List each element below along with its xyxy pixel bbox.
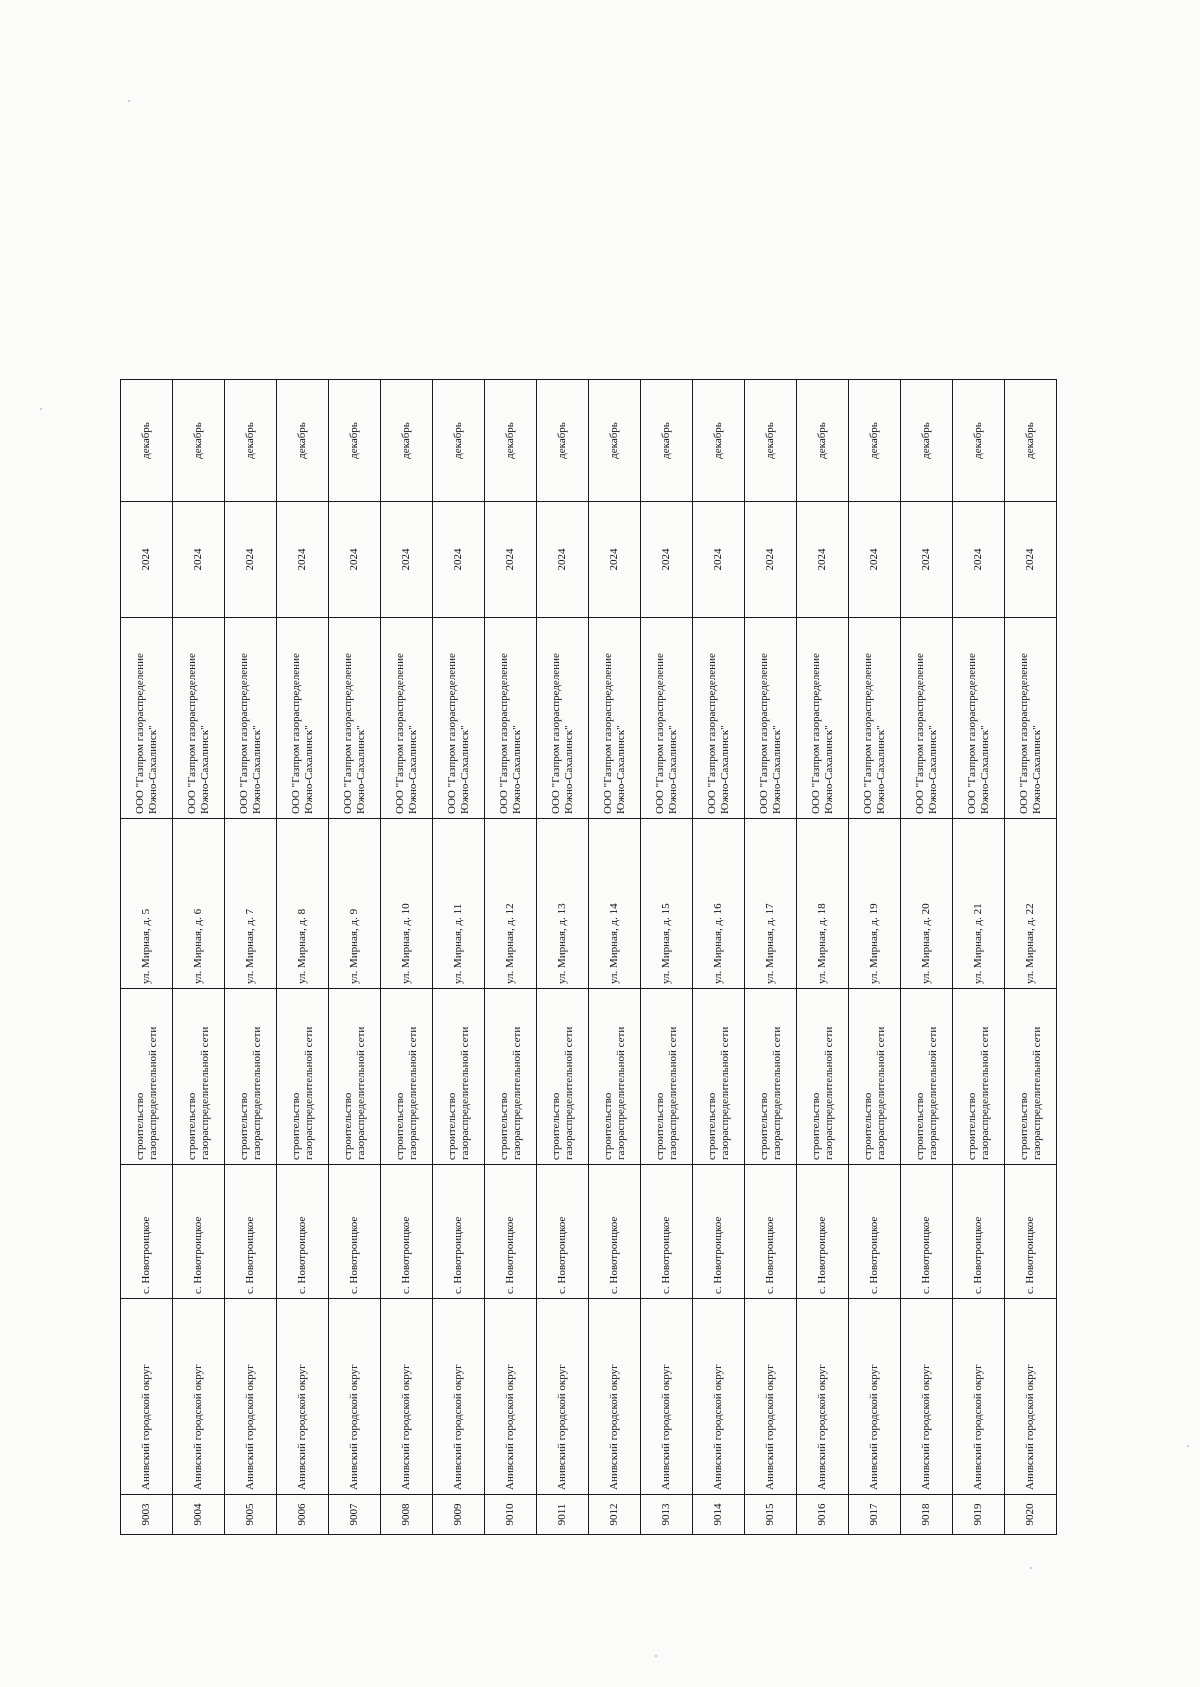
address-cell: ул. Мирная, д. 20: [901, 819, 953, 989]
year-cell: 2024: [745, 502, 797, 618]
row-number-cell: 9007: [329, 1495, 381, 1535]
locality-cell: с. Новотроицкое: [953, 1165, 1005, 1299]
table-row: [693, 380, 745, 1535]
year-cell: 2024: [173, 502, 225, 618]
district-cell: Анивский городской округ: [121, 1299, 173, 1495]
month-cell: декабрь: [901, 380, 953, 502]
scan-speck: [128, 100, 130, 102]
address-cell: ул. Мирная, д. 19: [849, 819, 901, 989]
locality-cell: с. Новотроицкое: [745, 1165, 797, 1299]
address-cell: ул. Мирная, д. 15: [641, 819, 693, 989]
table-row: [329, 380, 381, 1535]
locality-cell: с. Новотроицкое: [329, 1165, 381, 1299]
locality-cell: с. Новотроицкое: [381, 1165, 433, 1299]
locality-cell: с. Новотроицкое: [1005, 1165, 1057, 1299]
year-cell: 2024: [537, 502, 589, 618]
address-cell: ул. Мирная, д. 5: [121, 819, 173, 989]
organization-cell: ООО "Газпром газораспределение Южно-Сахалинск": [693, 618, 745, 819]
row-number-cell: 9009: [433, 1495, 485, 1535]
work-type-cell: строительство газораспределительной сети: [693, 989, 745, 1165]
district-cell: Анивский городской округ: [745, 1299, 797, 1495]
row-number-cell: 9015: [745, 1495, 797, 1535]
address-cell: ул. Мирная, д. 18: [797, 819, 849, 989]
organization-cell: ООО "Газпром газораспределение Южно-Сахалинск": [277, 618, 329, 819]
year-cell: 2024: [589, 502, 641, 618]
scan-speck: [1187, 1445, 1189, 1447]
work-type-cell: строительство газораспределительной сети: [329, 989, 381, 1165]
month-cell: декабрь: [693, 380, 745, 502]
organization-cell: ООО "Газпром газораспределение Южно-Сахалинск": [173, 618, 225, 819]
rotated-table-container: [120, 380, 1057, 1535]
district-cell: Анивский городской округ: [953, 1299, 1005, 1495]
row-number-cell: 9018: [901, 1495, 953, 1535]
organization-cell: ООО "Газпром газораспределение Южно-Сахалинск": [901, 618, 953, 819]
organization-cell: ООО "Газпром газораспределение Южно-Сахалинск": [225, 618, 277, 819]
month-cell: декабрь: [1005, 380, 1057, 502]
organization-cell: ООО "Газпром газораспределение Южно-Сахалинск": [589, 618, 641, 819]
month-cell: декабрь: [225, 380, 277, 502]
row-number-cell: 9017: [849, 1495, 901, 1535]
work-type-cell: строительство газораспределительной сети: [641, 989, 693, 1165]
locality-cell: с. Новотроицкое: [589, 1165, 641, 1299]
work-type-cell: строительство газораспределительной сети: [277, 989, 329, 1165]
address-cell: ул. Мирная, д. 8: [277, 819, 329, 989]
work-type-cell: строительство газораспределительной сети: [225, 989, 277, 1165]
address-cell: ул. Мирная, д. 6: [173, 819, 225, 989]
work-type-cell: строительство газораспределительной сети: [901, 989, 953, 1165]
year-cell: 2024: [225, 502, 277, 618]
district-cell: Анивский городской округ: [277, 1299, 329, 1495]
district-cell: Анивский городской округ: [537, 1299, 589, 1495]
work-type-cell: строительство газораспределительной сети: [745, 989, 797, 1165]
locality-cell: с. Новотроицкое: [433, 1165, 485, 1299]
table-body: [121, 380, 1057, 1535]
row-number-cell: 9011: [537, 1495, 589, 1535]
table-row: [485, 380, 537, 1535]
organization-cell: ООО "Газпром газораспределение Южно-Сахалинск": [1005, 618, 1057, 819]
scan-speck: [655, 1655, 657, 1657]
month-cell: декабрь: [537, 380, 589, 502]
table-row: [797, 380, 849, 1535]
organization-cell: ООО "Газпром газораспределение Южно-Сахалинск": [381, 618, 433, 819]
row-number-cell: 9003: [121, 1495, 173, 1535]
year-cell: 2024: [797, 502, 849, 618]
month-cell: декабрь: [381, 380, 433, 502]
table-row: [381, 380, 433, 1535]
address-cell: ул. Мирная, д. 9: [329, 819, 381, 989]
locality-cell: с. Новотроицкое: [849, 1165, 901, 1299]
district-cell: Анивский городской округ: [225, 1299, 277, 1495]
locality-cell: с. Новотроицкое: [641, 1165, 693, 1299]
district-cell: Анивский городской округ: [693, 1299, 745, 1495]
district-cell: Анивский городской округ: [485, 1299, 537, 1495]
work-type-cell: строительство газораспределительной сети: [953, 989, 1005, 1165]
district-cell: Анивский городской округ: [1005, 1299, 1057, 1495]
address-cell: ул. Мирная, д. 13: [537, 819, 589, 989]
organization-cell: ООО "Газпром газораспределение Южно-Сахалинск": [849, 618, 901, 819]
month-cell: декабрь: [329, 380, 381, 502]
month-cell: декабрь: [641, 380, 693, 502]
work-type-cell: строительство газораспределительной сети: [173, 989, 225, 1165]
organization-cell: ООО "Газпром газораспределение Южно-Сахалинск": [745, 618, 797, 819]
work-type-cell: строительство газораспределительной сети: [537, 989, 589, 1165]
row-number-cell: 9016: [797, 1495, 849, 1535]
organization-cell: ООО "Газпром газораспределение Южно-Сахалинск": [329, 618, 381, 819]
address-cell: ул. Мирная, д. 14: [589, 819, 641, 989]
scan-speck: [40, 408, 42, 410]
locality-cell: с. Новотроицкое: [797, 1165, 849, 1299]
work-type-cell: строительство газораспределительной сети: [121, 989, 173, 1165]
locality-cell: с. Новотроицкое: [225, 1165, 277, 1299]
district-cell: Анивский городской округ: [329, 1299, 381, 1495]
district-cell: Анивский городской округ: [589, 1299, 641, 1495]
month-cell: декабрь: [589, 380, 641, 502]
year-cell: 2024: [693, 502, 745, 618]
table-row: [745, 380, 797, 1535]
month-cell: декабрь: [797, 380, 849, 502]
row-number-cell: 9006: [277, 1495, 329, 1535]
district-cell: Анивский городской округ: [173, 1299, 225, 1495]
year-cell: 2024: [433, 502, 485, 618]
address-cell: ул. Мирная, д. 16: [693, 819, 745, 989]
table-row: [953, 380, 1005, 1535]
row-number-cell: 9010: [485, 1495, 537, 1535]
year-cell: 2024: [1005, 502, 1057, 618]
row-number-cell: 9005: [225, 1495, 277, 1535]
row-number-cell: 9008: [381, 1495, 433, 1535]
work-type-cell: строительство газораспределительной сети: [381, 989, 433, 1165]
work-type-cell: строительство газораспределительной сети: [849, 989, 901, 1165]
work-type-cell: строительство газораспределительной сети: [589, 989, 641, 1165]
locality-cell: с. Новотроицкое: [901, 1165, 953, 1299]
work-type-cell: строительство газораспределительной сети: [433, 989, 485, 1165]
address-cell: ул. Мирная, д. 10: [381, 819, 433, 989]
row-number-cell: 9012: [589, 1495, 641, 1535]
month-cell: декабрь: [433, 380, 485, 502]
organization-cell: ООО "Газпром газораспределение Южно-Сахалинск": [485, 618, 537, 819]
row-number-cell: 9019: [953, 1495, 1005, 1535]
month-cell: декабрь: [277, 380, 329, 502]
address-cell: ул. Мирная, д. 22: [1005, 819, 1057, 989]
address-cell: ул. Мирная, д. 7: [225, 819, 277, 989]
work-type-cell: строительство газораспределительной сети: [1005, 989, 1057, 1165]
work-type-cell: строительство газораспределительной сети: [797, 989, 849, 1165]
year-cell: 2024: [485, 502, 537, 618]
year-cell: 2024: [121, 502, 173, 618]
address-cell: ул. Мирная, д. 17: [745, 819, 797, 989]
table-row: [901, 380, 953, 1535]
locality-cell: с. Новотроицкое: [277, 1165, 329, 1299]
month-cell: декабрь: [745, 380, 797, 502]
table-row: [121, 380, 173, 1535]
organization-cell: ООО "Газпром газораспределение Южно-Сахалинск": [797, 618, 849, 819]
district-cell: Анивский городской округ: [849, 1299, 901, 1495]
table-row: [277, 380, 329, 1535]
year-cell: 2024: [641, 502, 693, 618]
district-cell: Анивский городской округ: [381, 1299, 433, 1495]
month-cell: декабрь: [849, 380, 901, 502]
district-cell: Анивский городской округ: [433, 1299, 485, 1495]
row-number-cell: 9014: [693, 1495, 745, 1535]
table-row: [589, 380, 641, 1535]
month-cell: декабрь: [121, 380, 173, 502]
table-row: [173, 380, 225, 1535]
organization-cell: ООО "Газпром газораспределение Южно-Сахалинск": [537, 618, 589, 819]
gasification-schedule-table: [120, 379, 1057, 1535]
locality-cell: с. Новотроицкое: [485, 1165, 537, 1299]
district-cell: Анивский городской округ: [901, 1299, 953, 1495]
table-row: [1005, 380, 1057, 1535]
month-cell: декабрь: [485, 380, 537, 502]
locality-cell: с. Новотроицкое: [693, 1165, 745, 1299]
scan-speck: [1030, 1567, 1032, 1569]
table-row: [641, 380, 693, 1535]
district-cell: Анивский городской округ: [641, 1299, 693, 1495]
address-cell: ул. Мирная, д. 12: [485, 819, 537, 989]
row-number-cell: 9013: [641, 1495, 693, 1535]
table-row: [433, 380, 485, 1535]
address-cell: ул. Мирная, д. 11: [433, 819, 485, 989]
locality-cell: с. Новотроицкое: [173, 1165, 225, 1299]
year-cell: 2024: [277, 502, 329, 618]
organization-cell: ООО "Газпром газораспределение Южно-Сахалинск": [433, 618, 485, 819]
locality-cell: с. Новотроицкое: [537, 1165, 589, 1299]
year-cell: 2024: [901, 502, 953, 618]
row-number-cell: 9020: [1005, 1495, 1057, 1535]
locality-cell: с. Новотроицкое: [121, 1165, 173, 1299]
work-type-cell: строительство газораспределительной сети: [485, 989, 537, 1165]
organization-cell: ООО "Газпром газораспределение Южно-Сахалинск": [641, 618, 693, 819]
month-cell: декабрь: [953, 380, 1005, 502]
table-row: [849, 380, 901, 1535]
table-row: [225, 380, 277, 1535]
year-cell: 2024: [381, 502, 433, 618]
table-row: [537, 380, 589, 1535]
year-cell: 2024: [953, 502, 1005, 618]
month-cell: декабрь: [173, 380, 225, 502]
organization-cell: ООО "Газпром газораспределение Южно-Сахалинск": [121, 618, 173, 819]
organization-cell: ООО "Газпром газораспределение Южно-Сахалинск": [953, 618, 1005, 819]
year-cell: 2024: [849, 502, 901, 618]
address-cell: ул. Мирная, д. 21: [953, 819, 1005, 989]
district-cell: Анивский городской округ: [797, 1299, 849, 1495]
row-number-cell: 9004: [173, 1495, 225, 1535]
year-cell: 2024: [329, 502, 381, 618]
